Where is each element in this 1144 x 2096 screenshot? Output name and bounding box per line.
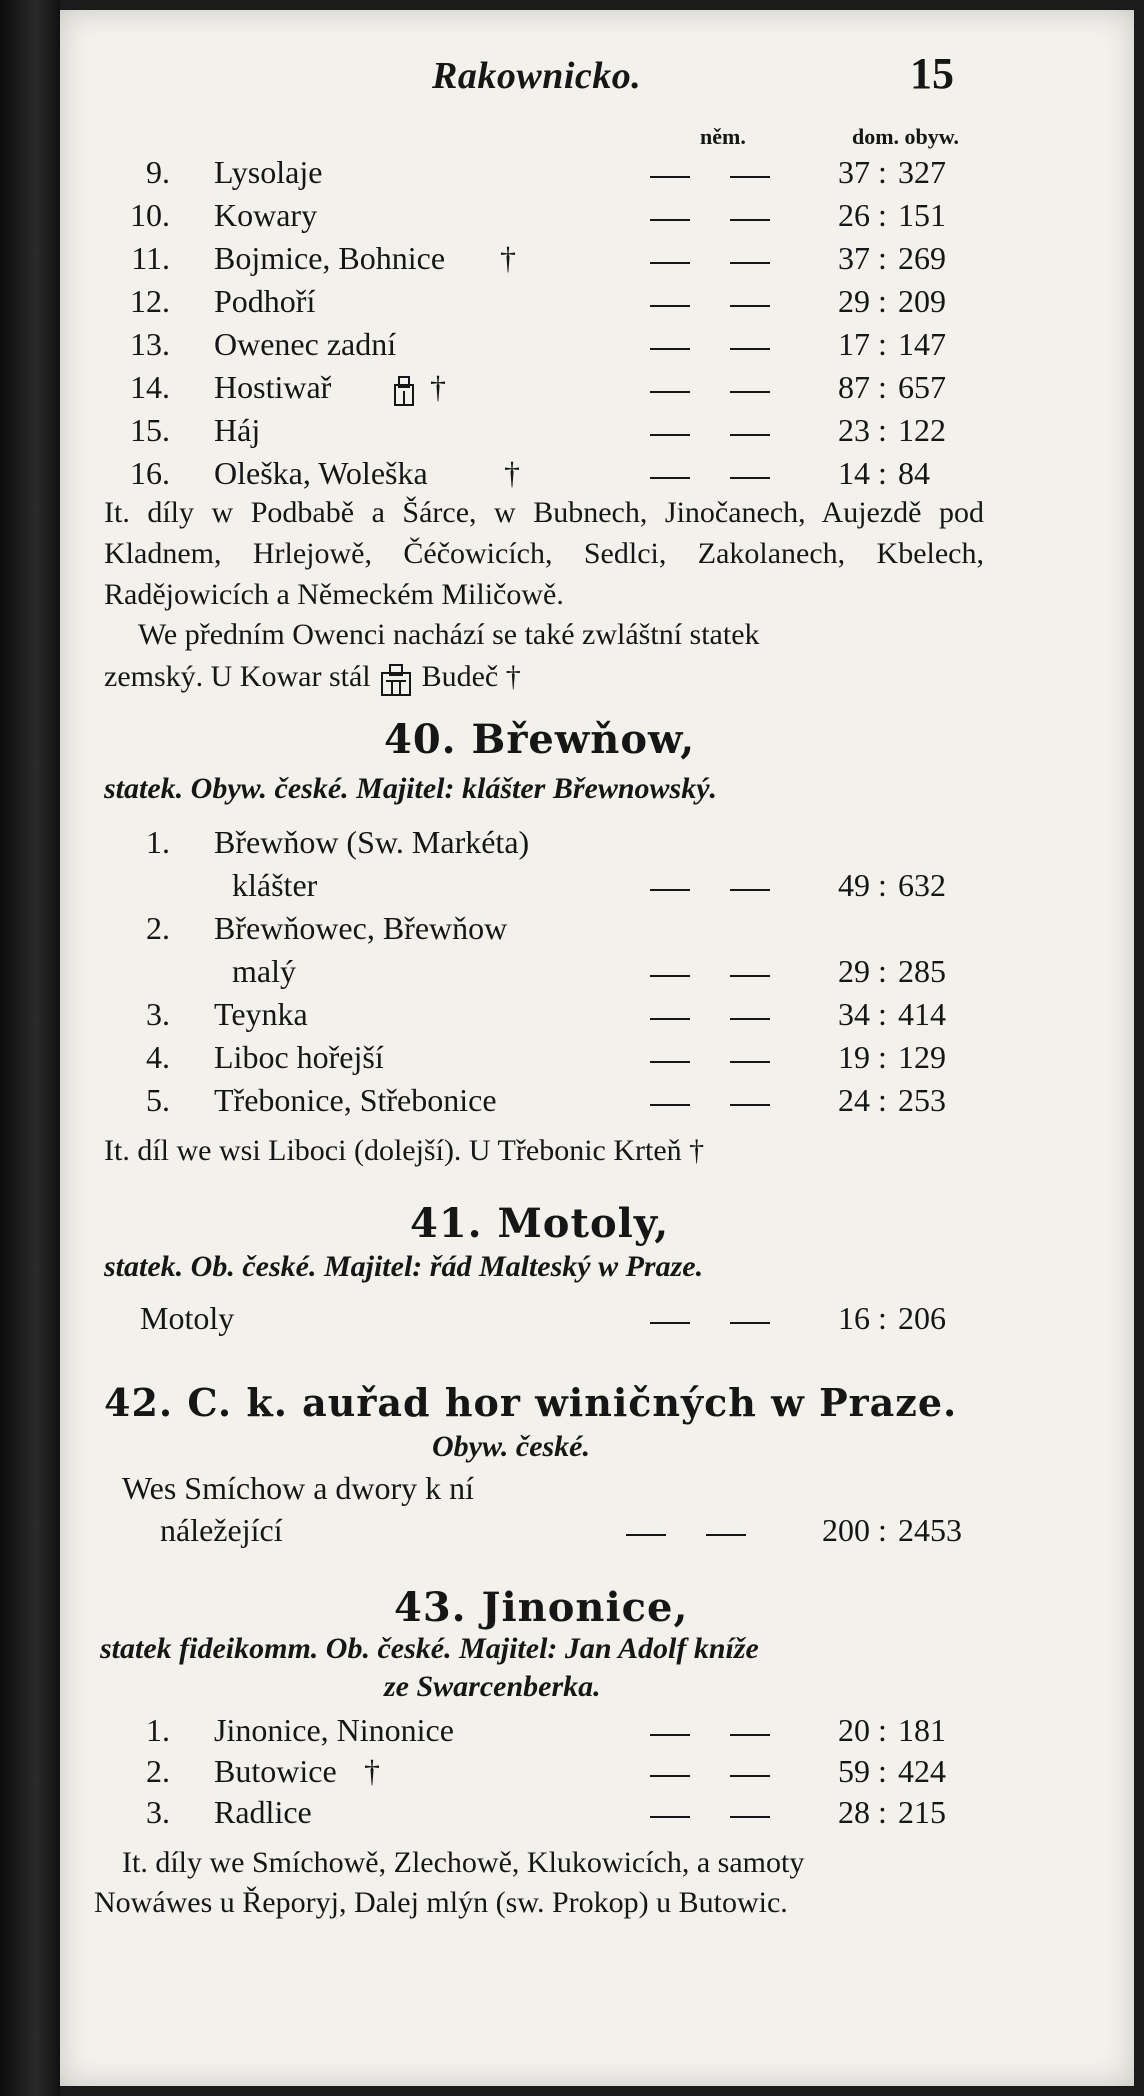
houses-count: 23 (838, 412, 870, 448)
population-count: 181 (898, 1712, 946, 1748)
settlement-name-cont: náležející (160, 1512, 283, 1548)
dash-separator (730, 176, 770, 178)
settlement-name: Motoly (140, 1300, 235, 1336)
row-number: 16. (130, 455, 170, 491)
settlement-name: Radlice (214, 1794, 312, 1830)
settlement-name: Lysolaje (214, 154, 323, 190)
table-row (0, 369, 1144, 413)
section-subhead-43: statek fideikomm. Ob. české. Majitel: Jan Adolf kníže (100, 1632, 759, 1665)
dash-separator (650, 975, 690, 977)
houses-count: 59 (838, 1753, 870, 1789)
table-row (0, 1753, 1144, 1797)
colon-separator: : (878, 154, 887, 190)
colon-separator: : (878, 996, 887, 1032)
dash-separator (730, 434, 770, 436)
note-43-line2: Nowáwes u Řeporyj, Dalej mlýn (sw. Prokop) u Butowic. (94, 1886, 788, 1919)
houses-count: 17 (838, 326, 870, 362)
section-heading-41: 41. Motoly, (410, 1200, 670, 1247)
note-owenec: We předním Owenci nachází se také zwláštní statek (138, 618, 760, 651)
population-count: 253 (898, 1082, 946, 1118)
population-count: 327 (898, 154, 946, 190)
colon-separator: : (878, 326, 887, 362)
dash-separator (730, 975, 770, 977)
section-heading-42: 42. C. k. auřad hor winičných w Praze. (104, 1380, 958, 1425)
settlement-name: Jinonice, Ninonice (214, 1712, 454, 1748)
table-row (0, 240, 1144, 284)
population-count: 269 (898, 240, 946, 276)
houses-count: 49 (838, 867, 870, 903)
dash-separator (650, 1061, 690, 1063)
row-number: 1. (146, 824, 170, 860)
settlement-name: Wes Smíchow a dwory k ní (122, 1470, 475, 1506)
colon-separator: : (878, 283, 887, 319)
houses-count: 87 (838, 369, 870, 405)
settlement-name: Háj (214, 412, 261, 448)
colon-separator: : (878, 412, 887, 448)
settlement-name: Owenec zadní (214, 326, 397, 362)
table-row (0, 1470, 1144, 1514)
note-budec (104, 656, 704, 697)
houses-count: 28 (838, 1794, 870, 1830)
dash-separator (730, 305, 770, 307)
settlement-name: Bojmice, Bohnice (214, 240, 446, 276)
colon-separator: : (878, 867, 887, 903)
section-heading-40: 40. Břewňow, (384, 716, 696, 763)
section-subhead-42: Obyw. české. (432, 1430, 590, 1463)
table-row (0, 412, 1144, 456)
dash-separator (730, 1061, 770, 1063)
table-row (0, 953, 1144, 997)
dash-separator (650, 889, 690, 891)
population-count: 209 (898, 283, 946, 319)
cross-icon: † (364, 1753, 380, 1789)
column-header-dom: dom. obyw. (852, 124, 959, 149)
dash-separator (730, 889, 770, 891)
dash-separator (730, 219, 770, 221)
colon-separator: : (878, 1753, 887, 1789)
table-row (0, 867, 1144, 911)
settlement-name: Břewňow (Sw. Markéta) (214, 824, 530, 860)
row-number: 2. (146, 1753, 170, 1789)
houses-count: 37 (838, 240, 870, 276)
colon-separator: : (878, 1712, 887, 1748)
population-count: 215 (898, 1794, 946, 1830)
dash-separator (650, 1816, 690, 1818)
row-number: 3. (146, 996, 170, 1032)
houses-count: 29 (838, 953, 870, 989)
row-number: 9. (146, 154, 170, 190)
table-row (0, 910, 1144, 954)
houses-count: 14 (838, 455, 870, 491)
houses-count: 29 (838, 283, 870, 319)
dash-separator (730, 1775, 770, 1777)
row-number: 10. (130, 197, 170, 233)
dash-separator (650, 262, 690, 264)
dash-separator (730, 1018, 770, 1020)
row-number: 4. (146, 1039, 170, 1075)
settlement-name: Liboc hořejší (214, 1039, 384, 1075)
colon-separator: : (878, 1512, 887, 1548)
table-row (0, 1712, 1144, 1756)
dash-separator (730, 348, 770, 350)
dash-separator (626, 1534, 666, 1536)
row-number: 3. (146, 1794, 170, 1830)
page-header-title: Rakownicko. (432, 55, 642, 97)
settlement-name: Třebonice, Střebonice (214, 1082, 497, 1118)
houses-count: 37 (838, 154, 870, 190)
dash-separator (730, 1816, 770, 1818)
row-number: 14. (130, 369, 170, 405)
dash-separator (730, 391, 770, 393)
colon-separator: : (878, 1794, 887, 1830)
houses-count: 16 (838, 1300, 870, 1336)
dash-separator (650, 176, 690, 178)
colon-separator: : (878, 197, 887, 233)
table-row (0, 824, 1144, 868)
colon-separator: : (878, 1300, 887, 1336)
dash-separator (706, 1534, 746, 1536)
cross-icon: † (689, 1134, 705, 1167)
section-subhead-43-cont: ze Swarcenberka. (384, 1670, 601, 1703)
table-row (0, 1512, 1144, 1556)
dash-separator (650, 1322, 690, 1324)
budec-name: Budeč (421, 660, 499, 693)
population-count: 151 (898, 197, 946, 233)
houses-count: 26 (838, 197, 870, 233)
note-budec-text: zemský. U Kowar stál (104, 660, 371, 693)
houses-count: 20 (838, 1712, 870, 1748)
population-count: 632 (898, 867, 946, 903)
castle-ruin-icon (378, 661, 414, 697)
colon-separator: : (878, 1082, 887, 1118)
table-row (0, 1300, 1144, 1344)
colon-separator: : (878, 455, 887, 491)
dash-separator (650, 1775, 690, 1777)
colon-separator: : (878, 1039, 887, 1075)
row-number: 12. (130, 283, 170, 319)
population-count: 84 (898, 455, 930, 491)
section-subhead-41: statek. Ob. české. Majitel: řád Malteský w Praze. (104, 1250, 704, 1283)
table-row (0, 283, 1144, 327)
settlement-name: Břewňowec, Břewňow (214, 910, 508, 946)
row-number: 11. (131, 240, 170, 276)
settlement-name: klášter (232, 867, 318, 903)
population-count: 147 (898, 326, 946, 362)
dash-separator (650, 305, 690, 307)
colon-separator: : (878, 240, 887, 276)
note-parts: It. díly w Podbabě a Šárce, w Bubnech, Jinočanech, Aujezdě pod Kladnem, Hrlejowě, Čéčowicích, Sedlci, Zakolanech, Kbelech, Radějowicích a Německém Miličowě. (104, 496, 984, 611)
row-number: 5. (146, 1082, 170, 1118)
note-40 (104, 1130, 1004, 1171)
dash-separator (730, 1104, 770, 1106)
section-heading-43: 43. Jinonice, (394, 1584, 689, 1631)
dash-separator (730, 262, 770, 264)
row-number: 15. (130, 412, 170, 448)
settlement-name: Butowice (214, 1753, 337, 1789)
page-number: 15 (910, 49, 954, 98)
dash-separator (650, 1018, 690, 1020)
houses-count: 24 (838, 1082, 870, 1118)
settlement-name: Podhoří (214, 283, 316, 319)
dash-separator (730, 1322, 770, 1324)
settlement-name: Hostiwař (214, 369, 332, 405)
dash-separator (650, 477, 690, 479)
table-row (0, 197, 1144, 241)
table-row (0, 326, 1144, 370)
houses-count: 200 (822, 1512, 870, 1548)
settlement-name: Kowary (214, 197, 318, 233)
settlement-name: Oleška, Woleška (214, 455, 428, 491)
population-count: 414 (898, 996, 946, 1032)
dash-separator (650, 219, 690, 221)
dash-separator (650, 1734, 690, 1736)
dash-separator (650, 1104, 690, 1106)
row-number: 1. (146, 1712, 170, 1748)
table-row (0, 1039, 1144, 1083)
population-count: 122 (898, 412, 946, 448)
colon-separator: : (878, 953, 887, 989)
population-count: 2453 (898, 1512, 962, 1548)
column-header-nem: něm. (700, 124, 746, 149)
cross-icon: † (430, 369, 446, 405)
table-row (0, 996, 1144, 1040)
population-count: 424 (898, 1753, 946, 1789)
section-subhead-40: statek. Obyw. české. Majitel: klášter Břewnowský. (104, 772, 718, 805)
table-row (0, 1794, 1144, 1838)
dash-separator (650, 391, 690, 393)
colon-separator: : (878, 369, 887, 405)
population-count: 285 (898, 953, 946, 989)
dash-separator (730, 477, 770, 479)
settlement-name: malý (232, 953, 296, 989)
row-number: 2. (146, 910, 170, 946)
cross-icon: † (505, 660, 521, 693)
table-row (0, 1082, 1144, 1126)
note-40-text: It. díl we wsi Liboci (dolejší). U Třebonic Krteň (104, 1134, 682, 1167)
note-43-line1: It. díly we Smíchowě, Zlechowě, Klukowicích, a samoty (122, 1846, 805, 1879)
settlement-name: Teynka (214, 996, 308, 1032)
population-count: 657 (898, 369, 946, 405)
dash-separator (730, 1734, 770, 1736)
houses-count: 19 (838, 1039, 870, 1075)
dash-separator (650, 348, 690, 350)
cross-icon: † (504, 455, 520, 491)
population-count: 206 (898, 1300, 946, 1336)
castle-icon (392, 375, 416, 407)
houses-count: 34 (838, 996, 870, 1032)
row-number: 13. (130, 326, 170, 362)
dash-separator (650, 434, 690, 436)
table-row (0, 154, 1144, 198)
population-count: 129 (898, 1039, 946, 1075)
cross-icon: † (500, 240, 516, 276)
